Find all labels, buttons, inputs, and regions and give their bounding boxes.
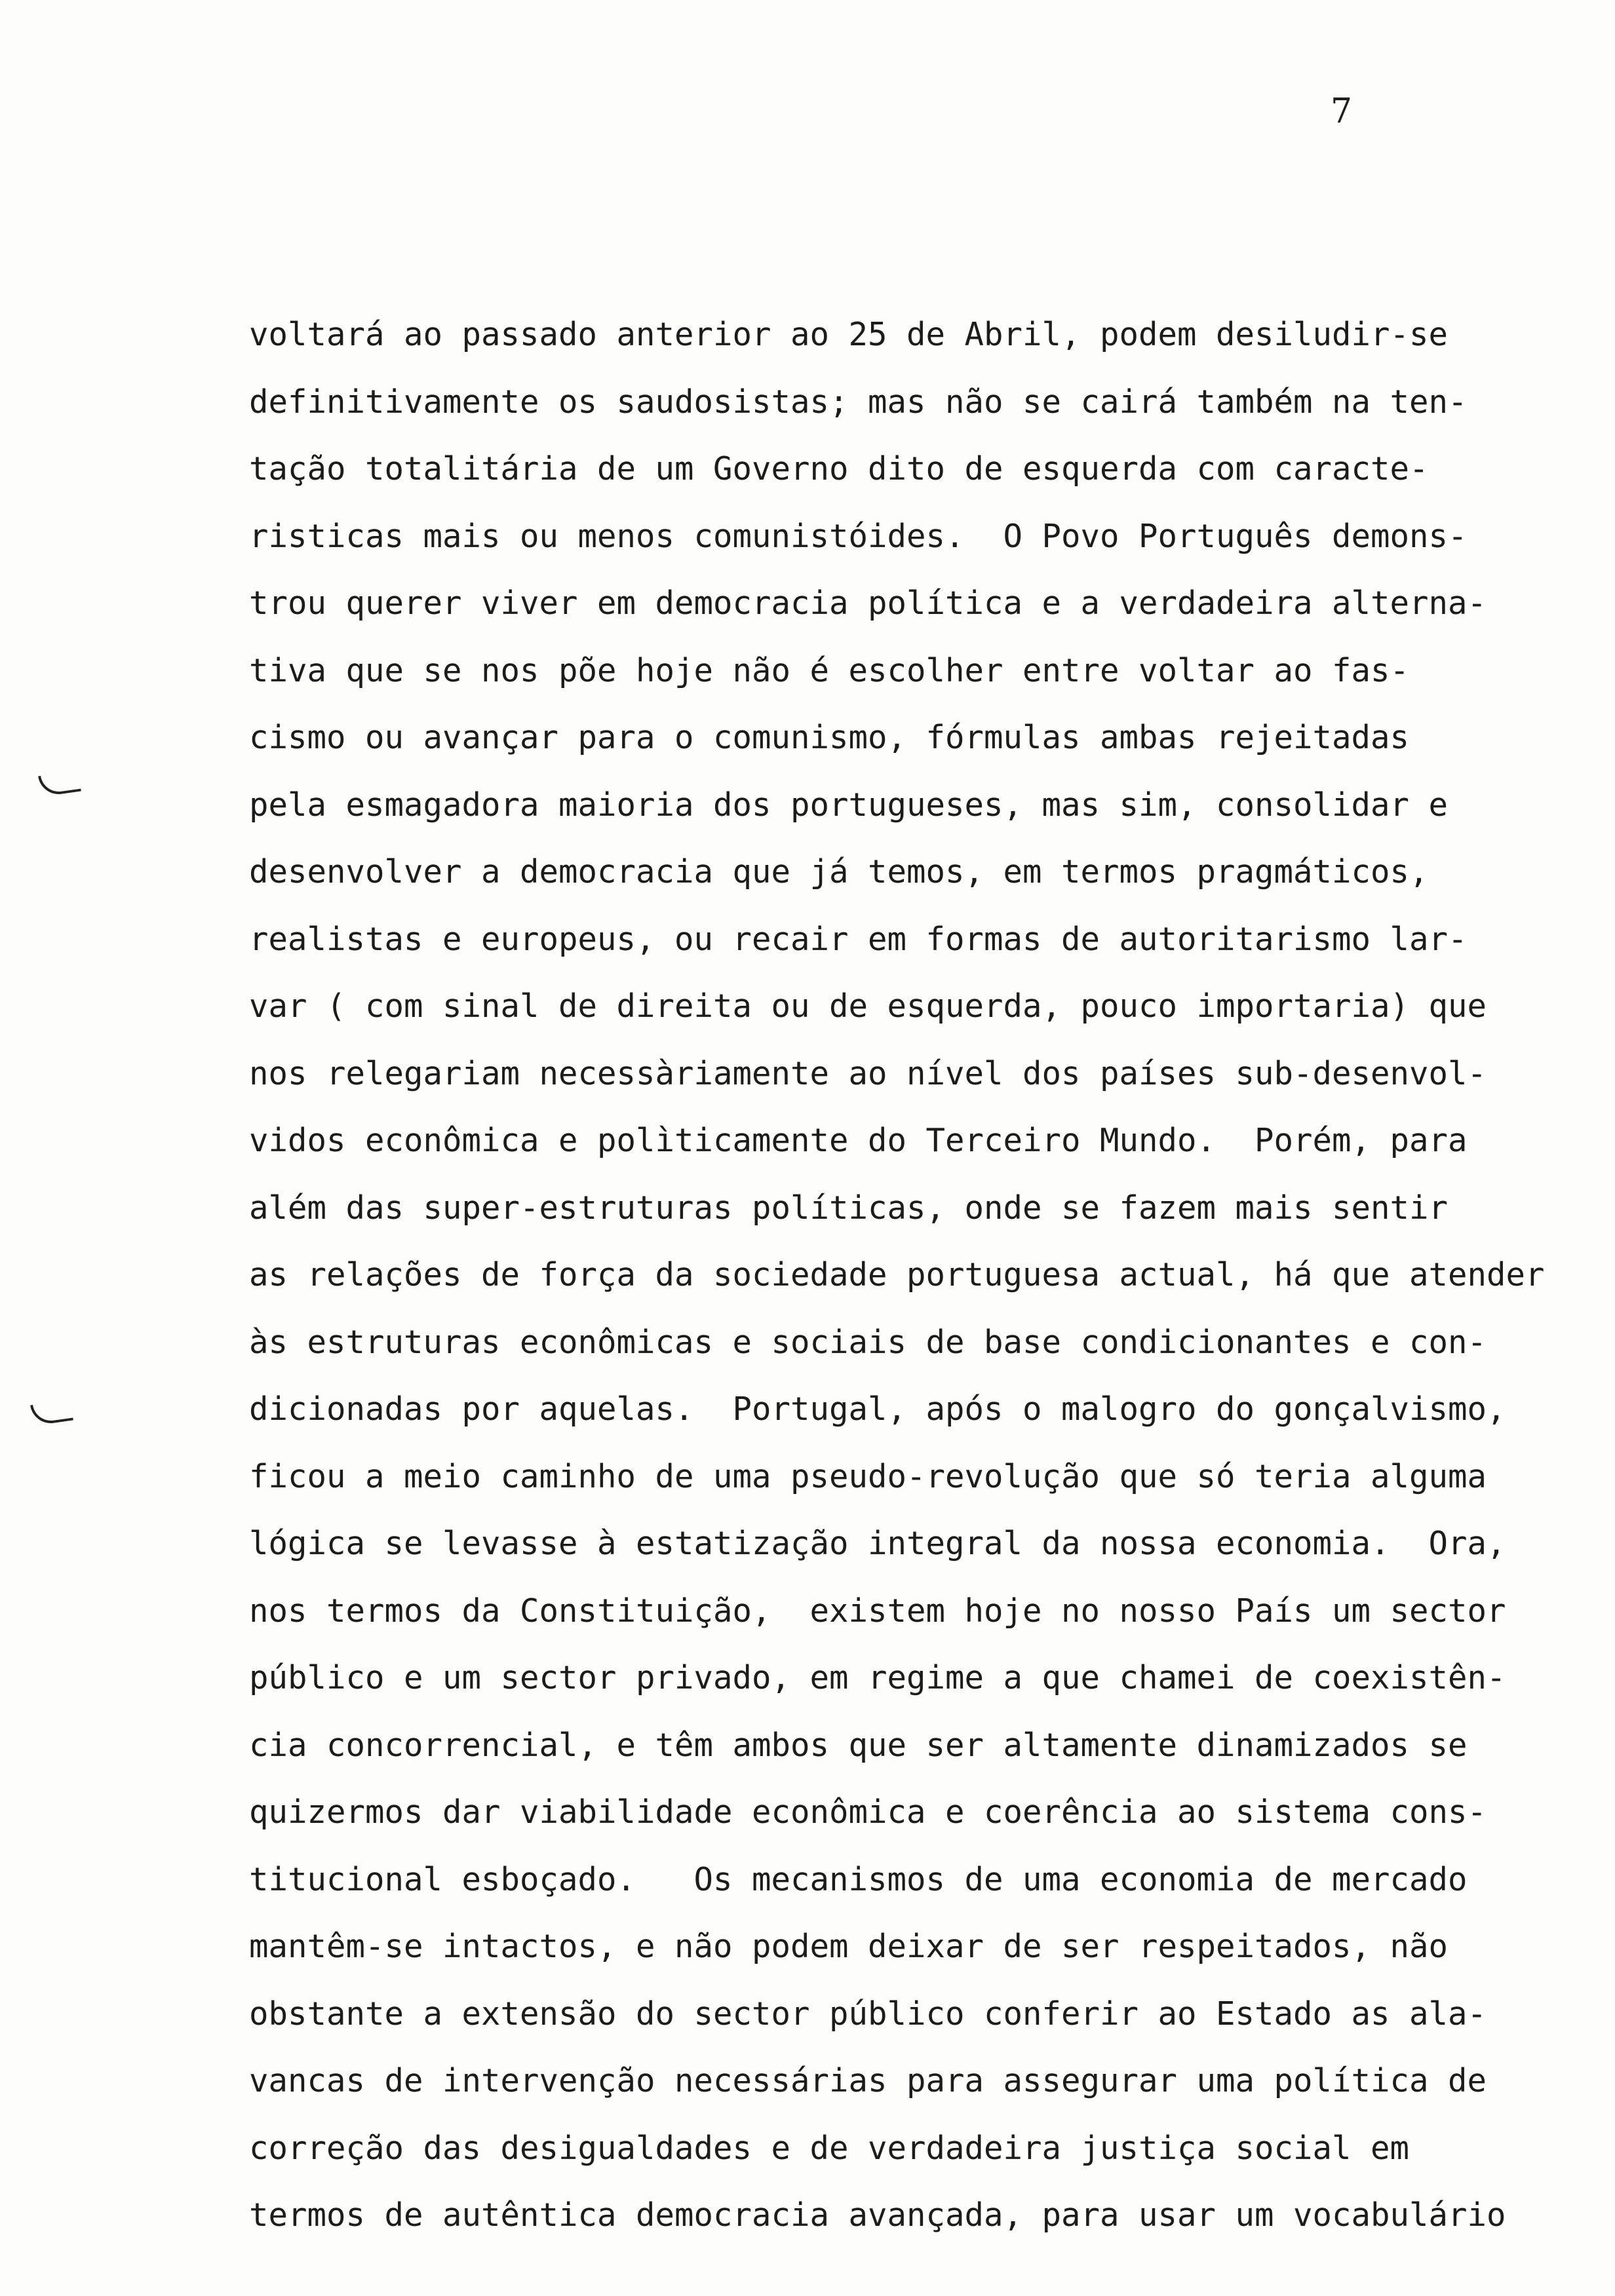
- text-line: realistas e europeus, ou recair em formas de autoritarismo lar-: [249, 920, 1468, 958]
- text-line: público e um sector privado, em regime a que chamei de coexistên-: [249, 1659, 1506, 1696]
- text-line: voltará ao passado anterior ao 25 de Abril, podem desiludir-se: [249, 316, 1449, 353]
- body-text: [249, 301, 1545, 2249]
- text-line: cia concorrencial, e têm ambos que ser altamente dinamizados se: [249, 1726, 1468, 1764]
- text-line: termos de autêntica democracia avançada, para usar um vocabulário: [249, 2196, 1506, 2234]
- page-number: 7: [1331, 92, 1353, 131]
- text-line: mantêm-se intactos, e não podem deixar de ser respeitados, não: [249, 1928, 1449, 1965]
- text-line: lógica se levasse à estatização integral da nossa economia. Ora,: [249, 1525, 1506, 1562]
- text-line: risticas mais ou menos comunistóides. O Povo Português demons-: [249, 517, 1468, 555]
- text-line: pela esmagadora maioria dos portugueses, mas sim, consolidar e: [249, 786, 1449, 824]
- text-line: cismo ou avançar para o comunismo, fórmulas ambas rejeitadas: [249, 719, 1410, 756]
- margin-check-mark-icon: [30, 1400, 73, 1426]
- text-line: às estruturas econômicas e sociais de base condicionantes e con-: [249, 1323, 1487, 1361]
- margin-check-mark-icon: [38, 771, 81, 797]
- text-line: tiva que se nos põe hoje não é escolher entre voltar ao fas-: [249, 651, 1410, 689]
- text-line: vidos econômica e polìticamente do Terceiro Mundo. Porém, para: [249, 1122, 1468, 1159]
- text-line: quizermos dar viabilidade econômica e coerência ao sistema cons-: [249, 1793, 1487, 1831]
- text-line: além das super-estruturas políticas, onde se fazem mais sentir: [249, 1189, 1449, 1227]
- text-line: desenvolver a democracia que já temos, em termos pragmáticos,: [249, 853, 1429, 890]
- text-line: trou querer viver em democracia política e a verdadeira alterna-: [249, 584, 1487, 622]
- text-line: titucional esboçado. Os mecanismos de uma economia de mercado: [249, 1860, 1468, 1898]
- text-line: definitivamente os saudosistas; mas não se cairá também na ten-: [249, 383, 1468, 421]
- text-line: correção das desigualdades e de verdadeira justiça social em: [249, 2129, 1410, 2167]
- text-line: obstante a extensão do sector público conferir ao Estado as ala-: [249, 1995, 1487, 2033]
- text-line: nos relegariam necessàriamente ao nível dos países sub-desenvol-: [249, 1054, 1487, 1092]
- text-line: as relações de força da sociedade portuguesa actual, há que atender: [249, 1256, 1545, 1293]
- text-line: dicionadas por aquelas. Portugal, após o malogro do gonçalvismo,: [249, 1390, 1506, 1428]
- text-line: vancas de intervenção necessárias para assegurar uma política de: [249, 2062, 1487, 2099]
- text-line: var ( com sinal de direita ou de esquerda, pouco importaria) que: [249, 987, 1487, 1025]
- text-line: tação totalitária de um Governo dito de esquerda com caracte-: [249, 450, 1429, 488]
- text-line: nos termos da Constituição, existem hoje no nosso País um sector: [249, 1592, 1506, 1630]
- text-line: ficou a meio caminho de uma pseudo-revolução que só teria alguma: [249, 1457, 1487, 1495]
